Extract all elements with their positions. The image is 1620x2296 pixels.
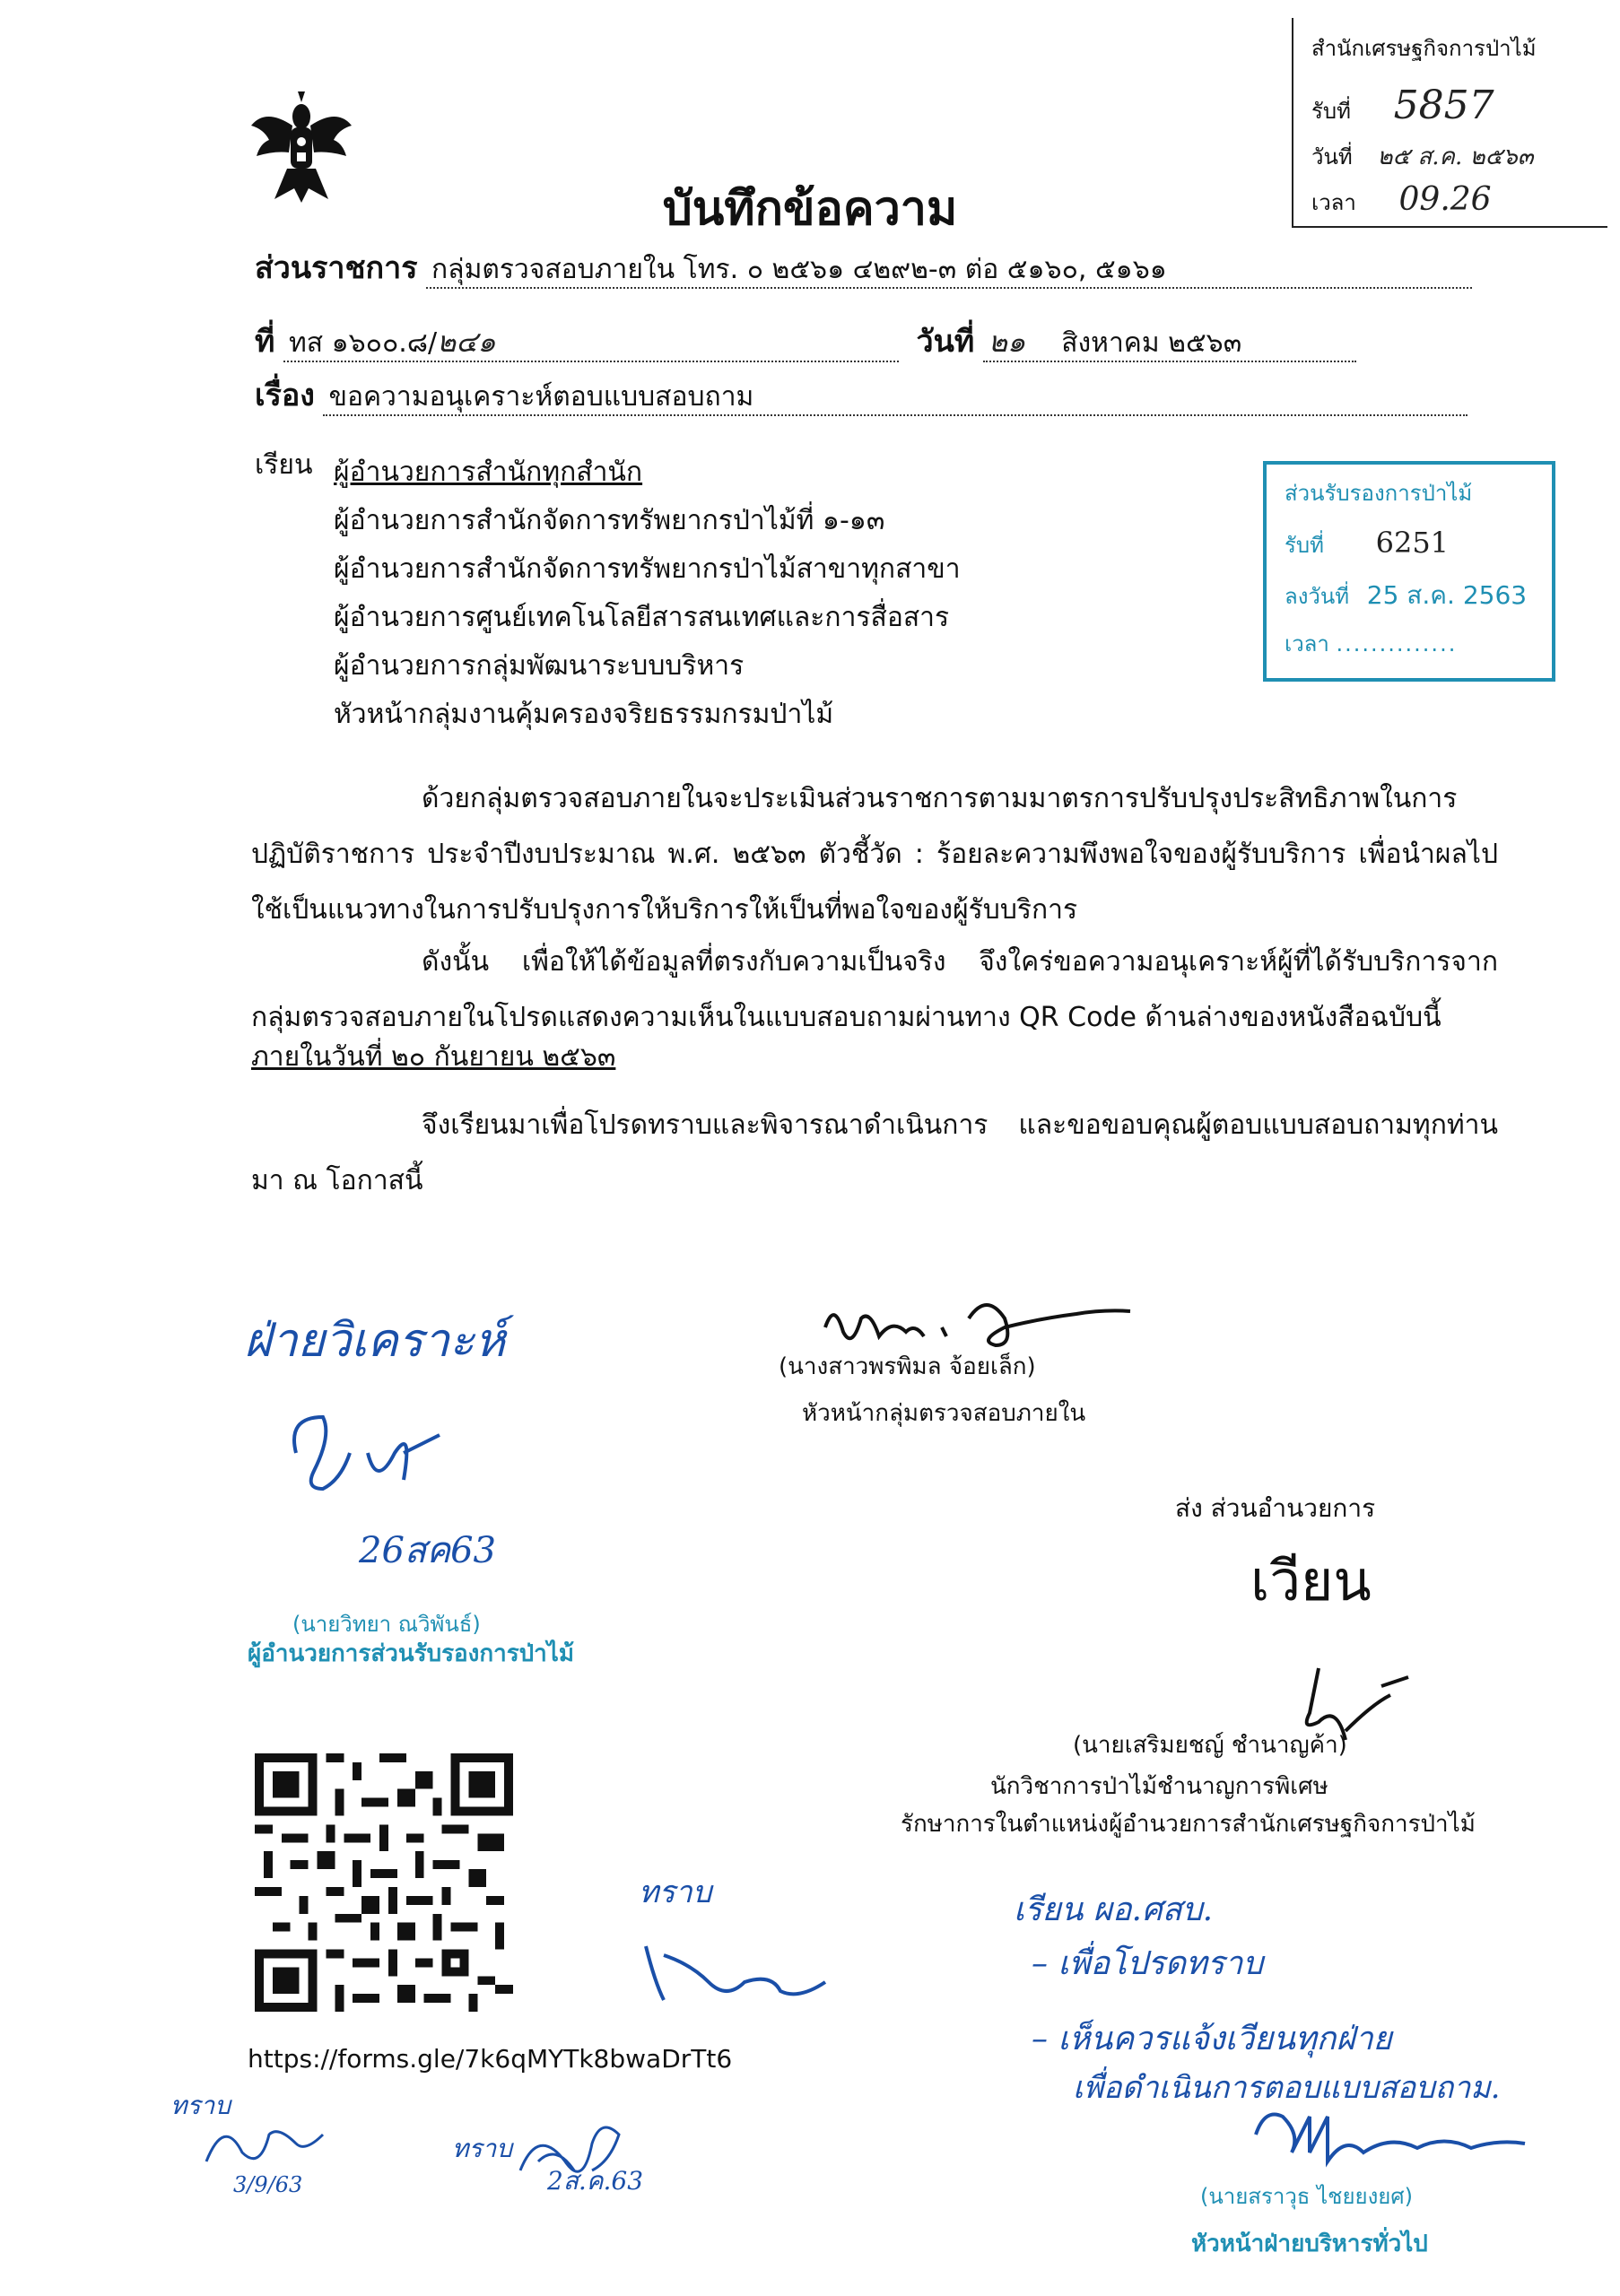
signatory-position: หัวหน้ากลุ่มตรวจสอบภายใน <box>802 1400 1086 1427</box>
date-label: วันที่ <box>916 324 975 360</box>
memo-line-2: – เพื่อโปรดทราบ <box>1032 1945 1264 1982</box>
stamp-received-label: รับที่ <box>1311 99 1351 124</box>
bureau-stamp-received-no: 6251 <box>1375 526 1450 560</box>
date-day: ๒๑ <box>988 325 1026 359</box>
ref-number: ๒๔๑ <box>437 325 496 359</box>
note-date: 26สค63 <box>359 1530 496 1571</box>
circulate-text: เวียน <box>1250 1548 1372 1613</box>
deadline-text: ภายในวันที่ ๒๐ กันยายน ๒๕๖๓ <box>251 1041 616 1073</box>
agency-row <box>255 249 1502 289</box>
page-title: บันทึกข้อความ <box>662 182 958 236</box>
subject-value: ขอความอนุเคราะห์ตอบแบบสอบถาม <box>323 380 1468 416</box>
director-position: ผู้อำนวยการส่วนรับรองการป่าไม้ <box>248 1640 574 1667</box>
note-top: ฝ่ายวิเคราะห์ <box>244 1314 506 1368</box>
ref-label: ที่ <box>255 324 275 360</box>
body-paragraph-3: จึงเรียนมาเพื่อโปรดทราบและพิจารณาดำเนินการ และขอขอบคุณผู้ตอบแบบสอบถามทุกท่านมา ณ โอกาสนี้ <box>251 1109 1498 1196</box>
ack-middle-signature-icon <box>637 1928 834 2018</box>
ack-bottom-mid-date: 2ส.ค.63 <box>547 2166 644 2196</box>
director-name: (นายวิทยา ณวิพันธ์) <box>292 1612 481 1637</box>
bureau-stamp-date-value: 25 ส.ค. 2563 <box>1366 580 1528 610</box>
forwarder-name: (นายเสริมยชญ์ ชำนาญค้า) <box>1073 1732 1347 1759</box>
ack-bottom-left-date: 3/9/63 <box>233 2172 303 2197</box>
ack-middle: ทราบ <box>639 1874 712 1910</box>
reference-row <box>255 323 1502 362</box>
bureau-receiving-stamp: ส่วนรับรองการป่าไม้ รับที่ 6251 ลงวันที่ 25 ส.ค. 2563 เวลา .............. <box>1263 461 1555 682</box>
addressee-label: เรียน <box>255 449 313 481</box>
addressee-item: ผู้อำนวยการศูนย์เทคโนโลยีสารสนเทศและการสื่อสาร <box>334 602 950 633</box>
addressee-item: ผู้อำนวยการสำนักทุกสำนัก <box>334 457 643 488</box>
memo-signature-icon <box>1247 2099 1534 2170</box>
stamp-time-label: เวลา <box>1311 190 1356 215</box>
addressee-item: ผู้อำนวยการสำนักจัดการทรัพยากรป่าไม้สาขาทุกสาขา <box>334 553 961 585</box>
signatory-name: (นางสาวพรพิมล จ้อยเล็ก) <box>779 1353 1036 1380</box>
bureau-stamp-date-label: ลงวันที่ <box>1285 584 1350 609</box>
memo-sig-position: หัวหน้าฝ่ายบริหารทั่วไป <box>1191 2231 1428 2257</box>
addressee-item: หัวหน้ากลุ่มงานคุ้มครองจริยธรรมกรมป่าไม้ <box>334 699 834 730</box>
memo-line-3: – เห็นควรแจ้งเวียนทุกฝ่าย <box>1032 2021 1392 2057</box>
signatory-signature-icon <box>807 1283 1148 1363</box>
bureau-stamp-received-label: รับที่ <box>1285 533 1324 558</box>
send-label: ส่ง ส่วนอำนวยการ <box>1175 1493 1376 1523</box>
ref-prefix: ทส ๑๖๐๐.๘/ <box>288 327 438 359</box>
stamp-office: สำนักเศรษฐกิจการป่าไม้ <box>1311 36 1537 61</box>
memo-line-1: เรียน ผอ.ศสบ. <box>1014 1892 1214 1928</box>
addressee-list <box>334 448 961 739</box>
stamp-time-value: 09.26 <box>1398 181 1492 218</box>
stamp-date-label: วันที่ <box>1311 144 1353 170</box>
addressee-item: ผู้อำนวยการกลุ่มพัฒนาระบบบริหาร <box>334 650 745 682</box>
subject-label: เรื่อง <box>255 378 315 413</box>
ack-bottom-left-signature-icon <box>188 2108 332 2179</box>
ack-bottom-mid: ทราบ <box>452 2134 512 2163</box>
director-signature-icon <box>269 1399 449 1507</box>
ack-bottom-left: ทราบ <box>170 2091 231 2120</box>
qr-code-icon[interactable] <box>255 1753 513 2012</box>
stamp-date-value: ๒๕ ส.ค. ๒๕๖๓ <box>1377 144 1534 170</box>
agency-value: กลุ่มตรวจสอบภายใน โทร. ๐ ๒๕๖๑ ๔๒๙๒-๓ ต่อ ๕๑๖๐, ๕๑๖๑ <box>426 253 1472 289</box>
memo-line-4: เพื่อดำเนินการตอบแบบสอบถาม. <box>1073 2070 1501 2106</box>
agency-label: ส่วนราชการ <box>255 250 418 286</box>
body-paragraph-2 <box>251 935 1498 1046</box>
subject-row <box>255 377 1502 416</box>
forwarder-position-2: รักษาการในตำแหน่งผู้อำนวยการสำนักเศรษฐกิจการป่าไม้ <box>901 1811 1476 1838</box>
stamp-received-no: 5857 <box>1393 83 1494 128</box>
memo-sig-name: (นายสราวุธ ไชยยงยศ) <box>1200 2184 1413 2209</box>
qr-url-link[interactable]: https://forms.gle/7k6qMYTk8bwaDrTt6 <box>248 2044 733 2074</box>
date-rest: สิงหาคม ๒๕๖๓ <box>1061 327 1242 359</box>
forwarder-position-1: นักวิชาการป่าไม้ชำนาญการพิเศษ <box>990 1773 1328 1800</box>
bureau-stamp-office: ส่วนรับรองการป่าไม้ <box>1285 481 1473 506</box>
addressee-item: ผู้อำนวยการสำนักจัดการทรัพยากรป่าไม้ที่ ๑-๑๓ <box>334 505 885 536</box>
body-paragraph-2-text: ดังนั้น เพื่อให้ได้ข้อมูลที่ตรงกับความเป็นจริง จึงใคร่ขอความอนุเคราะห์ผู้ที่ได้รับบริการจากกลุ่มตรวจสอบภายในโปรดแสดงความเห็นในแบบสอบถามผ่านทาง QR Code ด้านล่างของหนังสือฉบับนี้ <box>251 946 1498 1033</box>
body-paragraph-1: ด้วยกลุ่มตรวจสอบภายในจะประเมินส่วนราชการตามมาตรการปรับปรุงประสิทธิภาพในการปฏิบัติราชการ ประจำปีงบประมาณ พ.ศ. ๒๕๖๓ ตัวชี้วัด : ร้อยละความพึงพอใจของผู้รับบริการ เพื่อนำผลไปใช้เป็นแนวทางในการปรับปรุงการให้บริการให้เป็นที่พอใจของผู้รับบริการ <box>251 783 1498 926</box>
bureau-stamp-time-label: เวลา <box>1285 631 1329 657</box>
